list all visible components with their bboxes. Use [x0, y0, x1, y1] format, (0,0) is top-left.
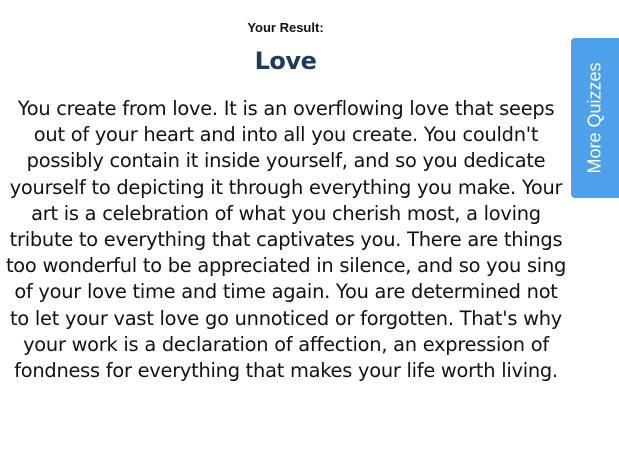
- result-kicker: Your Result:: [247, 20, 324, 35]
- more-quizzes-tab[interactable]: [571, 38, 619, 198]
- more-quizzes-label: More Quizzes: [584, 62, 605, 174]
- result-description: You create from love. It is an overflowing love that seeps out of your heart and into all you create. You couldn't possibly contain it inside yourself, and so you dedicate yourself to depicting it through everything you make. Your art is a celebration of what you cherish most, a loving tribute to everything that captivates you. There are things too wonderful to be appreciated in silence, and so you sing of your love time and time again. You are determined not to let your vast love go unnoticed or forgotten. That's why your work is a declaration of affection, an expression of fondness for everything that makes your life worth living.: [5, 97, 567, 383]
- result-title: Love: [254, 47, 317, 75]
